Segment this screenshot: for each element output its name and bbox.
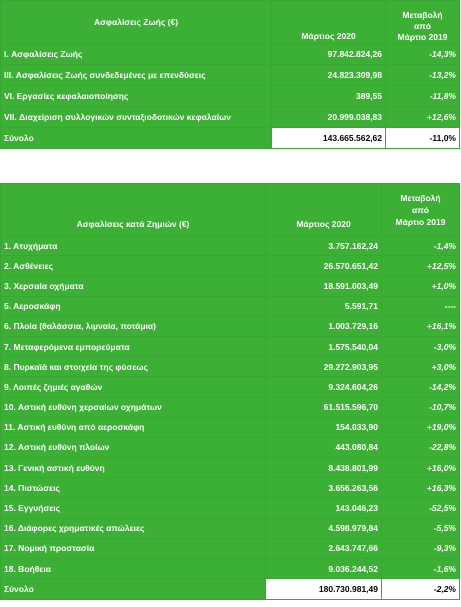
row-label: 17. Νομική προστασία	[1, 538, 266, 558]
total-label: Σύνολο	[1, 579, 266, 600]
table-row	[1, 86, 460, 107]
table-row	[1, 357, 460, 377]
row-change: -11,8%	[386, 86, 460, 107]
table-row	[1, 397, 460, 417]
table-row	[1, 559, 460, 579]
table-header	[1, 1, 460, 44]
table-row	[1, 437, 460, 457]
row-change: -5,5%	[382, 518, 460, 538]
row-change: -14,2%	[382, 377, 460, 397]
row-value: 1.003.729,16	[266, 316, 382, 336]
total-value: 143.665.562,62	[272, 128, 386, 149]
row-value: 443.080,84	[266, 437, 382, 457]
row-value: 389,55	[272, 86, 386, 107]
row-label: 12. Αστική ευθύνη πλοίων	[1, 437, 266, 457]
row-label: 13. Γενική αστική ευθύνη	[1, 458, 266, 478]
table-row	[1, 256, 460, 276]
column-header-value: Μάρτιος 2020	[272, 1, 386, 44]
row-value: 3.656.263,56	[266, 478, 382, 498]
table-title: Ασφαλίσεις Ζωής (€)	[1, 1, 272, 44]
total-row	[1, 128, 460, 149]
row-label: 10. Αστική ευθύνη χερσαίων οχημάτων	[1, 397, 266, 417]
row-value: 154.033,90	[266, 417, 382, 437]
row-value: 8.438.801,99	[266, 458, 382, 478]
row-value: 143.046,23	[266, 498, 382, 518]
row-value: 9.324.604,26	[266, 377, 382, 397]
row-change: -14,3%	[386, 44, 460, 65]
table-header	[1, 184, 460, 236]
row-change: -10,7%	[382, 397, 460, 417]
row-label: 15. Εγγυήσεις	[1, 498, 266, 518]
row-value: 1.575.540,04	[266, 336, 382, 356]
table-row	[1, 316, 460, 336]
row-value: 2.643.747,66	[266, 538, 382, 558]
row-label: I. Ασφαλίσεις Ζωής	[1, 44, 272, 65]
table-title: Ασφαλίσεις κατά Ζημιών (€)	[1, 184, 266, 236]
row-label: 11. Αστική ευθύνη από αεροσκάφη	[1, 417, 266, 437]
table-row	[1, 518, 460, 538]
row-value: 4.598.979,84	[266, 518, 382, 538]
table-row	[1, 538, 460, 558]
row-label: 16. Διάφορες χρηματικές απώλειες	[1, 518, 266, 538]
row-label: III. Ασφαλίσεις Ζωής συνδεδεμένες με επενδύσεις	[1, 65, 272, 86]
total-change: -2,2%	[382, 579, 460, 600]
non-life-insurance-table	[0, 183, 460, 600]
row-label: 5. Αεροσκάφη	[1, 296, 266, 316]
row-label: 7. Μεταφερόμενα εμπορεύματα	[1, 336, 266, 356]
row-label: 8. Πυρκαϊά και στοιχεία της φύσεως	[1, 357, 266, 377]
table-row	[1, 65, 460, 86]
row-label: 2. Ασθένειες	[1, 256, 266, 276]
column-header-change: Μεταβολή από Μάρτιο 2019	[386, 1, 460, 44]
row-change: +12,6%	[386, 107, 460, 128]
row-value: 3.757.162,24	[266, 236, 382, 256]
table-row	[1, 236, 460, 256]
row-change: -1,4%	[382, 236, 460, 256]
row-value: 5.591,71	[266, 296, 382, 316]
row-change: ----	[382, 296, 460, 316]
row-change: -52,5%	[382, 498, 460, 518]
row-label: 3. Χερσαία οχήματα	[1, 276, 266, 296]
table-row	[1, 336, 460, 356]
row-change: -1,6%	[382, 559, 460, 579]
total-value: 180.730.981,49	[266, 579, 382, 600]
row-value: 18.591.003,49	[266, 276, 382, 296]
row-change: +19,0%	[382, 417, 460, 437]
row-label: 1. Ατυχήματα	[1, 236, 266, 256]
total-row	[1, 579, 460, 600]
total-change: -11,0%	[386, 128, 460, 149]
row-change: +1,0%	[382, 276, 460, 296]
table-row	[1, 44, 460, 65]
row-value: 97.842.824,26	[272, 44, 386, 65]
total-label: Σύνολο	[1, 128, 272, 149]
table-row	[1, 458, 460, 478]
row-label: 18. Βοήθεια	[1, 559, 266, 579]
row-value: 9.036.244,52	[266, 559, 382, 579]
row-label: VII. Διαχείριση συλλογικών συνταξιοδοτικών κεφαλαίων	[1, 107, 272, 128]
row-label: 9. Λοιπές ζημιές αγαθών	[1, 377, 266, 397]
table-row	[1, 296, 460, 316]
row-label: VI. Εργασίες κεφαλαιοποίησης	[1, 86, 272, 107]
row-change: -3,0%	[382, 336, 460, 356]
table-row	[1, 417, 460, 437]
row-value: 26.570.651,42	[266, 256, 382, 276]
row-change: +12,5%	[382, 256, 460, 276]
row-value: 29.272.903,95	[266, 357, 382, 377]
row-change: +3,0%	[382, 357, 460, 377]
row-value: 61.515.596,70	[266, 397, 382, 417]
row-label: 14. Πιστώσεις	[1, 478, 266, 498]
row-change: +16,1%	[382, 316, 460, 336]
table-row	[1, 478, 460, 498]
row-change: -22,8%	[382, 437, 460, 457]
row-label: 6. Πλοία (θαλάσσια, λιμναία, ποτάμια)	[1, 316, 266, 336]
row-change: -13,2%	[386, 65, 460, 86]
row-change: +16,0%	[382, 458, 460, 478]
column-header-change: Μεταβολή από Μάρτιο 2019	[382, 184, 460, 236]
row-value: 20.999.038,83	[272, 107, 386, 128]
row-change: -9,3%	[382, 538, 460, 558]
table-row	[1, 377, 460, 397]
row-change: +16,3%	[382, 478, 460, 498]
table-row	[1, 107, 460, 128]
table-row	[1, 498, 460, 518]
row-value: 24.823.309,98	[272, 65, 386, 86]
life-insurance-table	[0, 0, 460, 149]
table-row	[1, 276, 460, 296]
column-header-value: Μάρτιος 2020	[266, 184, 382, 236]
